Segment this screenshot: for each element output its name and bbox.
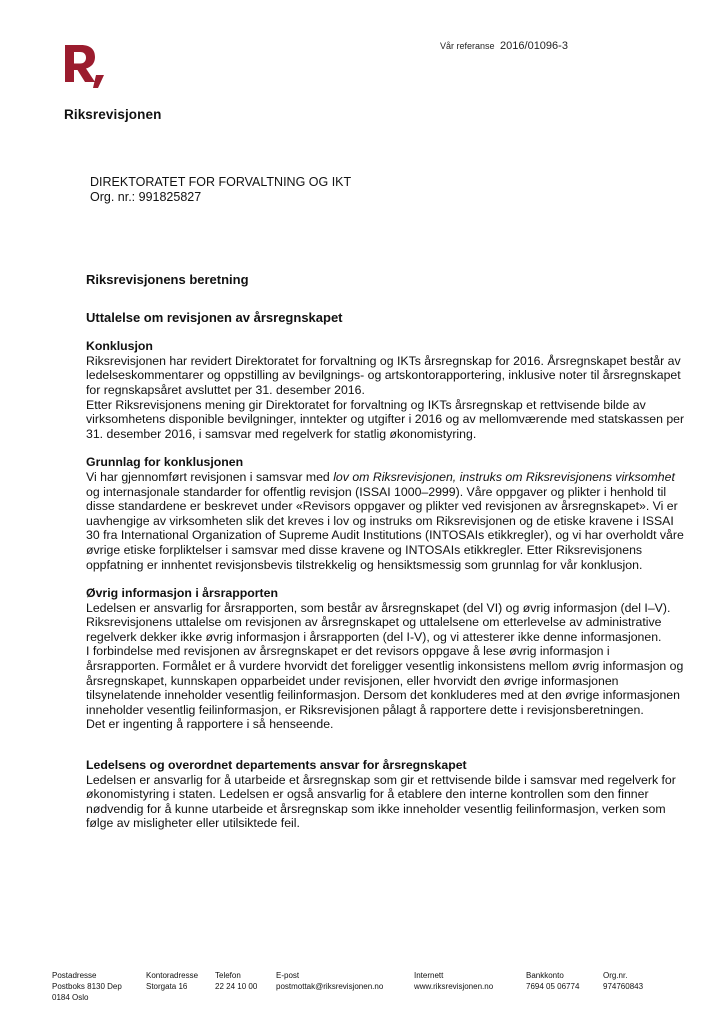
logo-r-mark-icon — [64, 44, 106, 90]
footer-label: Telefon — [215, 971, 241, 980]
reference-line — [440, 40, 568, 52]
footer-kontoradresse — [146, 970, 198, 992]
recipient-name: DIREKTORATET FOR FORVALTNING OG IKT — [90, 175, 352, 189]
footer-website-link[interactable]: www.riksrevisjonen.no — [414, 982, 494, 991]
grunnlag-paragraph — [86, 470, 686, 572]
footer-internett — [414, 970, 493, 992]
page-footer — [52, 970, 672, 1010]
footer-telefon — [215, 970, 257, 992]
ovrig-paragraph-3: Det er ingenting å rapportere i så henseende. — [86, 717, 334, 732]
grunnlag-text-before: Vi har gjennomført revisjonen i samsvar med — [86, 469, 334, 484]
footer-value: 0184 Oslo — [52, 993, 89, 1002]
ovrig-paragraph-1: Ledelsen er ansvarlig for årsrapporten, som består av årsregnskapet (del VI) og øvrig informasjon (del I–V). Riksrevisjonens uttalelse om revisjonen av årsregnskapet og uttalelsene om etterlevelse av administrative regelverk dekker ikke øvrig informasjon i årsrapporten (del I-V), og vi attesterer ikke denne informasjonen. — [86, 600, 671, 644]
footer-value: 22 24 10 00 — [215, 982, 258, 991]
footer-label: Postadresse — [52, 971, 97, 980]
footer-label: Org.nr. — [603, 971, 628, 980]
footer-value: Postboks 8130 Dep — [52, 982, 122, 991]
konklusjon-paragraph-1: Riksrevisjonen har revidert Direktoratet for forvaltning og IKTs årsregnskap for 2016. Årsregnskapet består av ledelseskommentarer og oppstilling av bevilgnings- og artskontorapportering, inklusive noter til årsregnskapet for regnskapsåret avsluttet per 31. desember 2016. — [86, 353, 681, 397]
document-body — [86, 273, 686, 831]
section-heading-ledelsen: Ledelsens og overordnet departements ansvar for årsregnskapet — [86, 758, 467, 773]
footer-email-link[interactable]: postmottak@riksrevisjonen.no — [276, 982, 384, 991]
reference-number: 2016/01096-3 — [500, 40, 568, 52]
footer-epost — [276, 970, 383, 992]
grunnlag-text-after: og internasjonale standarder for offentlig revisjon (ISSAI 1000–2999). Våre oppgaver og plikter i henhold til disse standardene er beskrevet under «Revisors oppgaver og plikter ved revisjonen av årsregnskapet». Vi er uavhengige av virksomheten slik det kreves i lov og instruks om Riksrevisjonen og de etiske kravene i ISSAI 30 fra International Organization of Supreme Audit Institutions (INTOSAIs etikkregler), og vi har overholdt våre øvrige etiske forpliktelser i samsvar med disse kravene og INTOSAIs etikkregler. Etter Riksrevisjonens oppfatning er innhentet revisjonsbevis tilstrekkelig og hensiktsmessig som grunnlag for vår konklusjon. — [86, 484, 684, 572]
footer-label: E-post — [276, 971, 300, 980]
footer-postadresse — [52, 970, 122, 1003]
footer-label: Bankkonto — [526, 971, 564, 980]
footer-value: Storgata 16 — [146, 982, 188, 991]
document-title: Riksrevisjonens beretning — [86, 272, 249, 287]
section-heading-konklusjon: Konklusjon — [86, 339, 153, 354]
logo-wordmark: Riksrevisjonen — [64, 107, 162, 122]
section-heading-grunnlag: Grunnlag for konklusjonen — [86, 455, 244, 470]
footer-value: 7694 05 06774 — [526, 982, 580, 991]
document-subtitle: Uttalelse om revisjonen av årsregnskapet — [86, 309, 343, 325]
konklusjon-paragraph-2: Etter Riksrevisjonens mening gir Direktoratet for forvaltning og IKTs årsregnskap et rettvisende bilde av virksomhetens disponible bevilgninger, inntekter og utgifter i 2016 og av mellomværende med statskassen per 31. desember 2016, i samsvar med regelverk for statlig økonomistyring. — [86, 397, 685, 441]
grunnlag-law-reference: lov om Riksrevisjonen, instruks om Riksrevisjonens virksomhet — [333, 469, 675, 484]
footer-bankkonto — [526, 970, 579, 992]
footer-label: Kontoradresse — [146, 971, 199, 980]
ledelsen-paragraph-1: Ledelsen er ansvarlig for å utarbeide et årsregnskap som gir et rettvisende bilde i samsvar med regelverk for økonomistyring i staten. Ledelsen er også ansvarlig for å etablere den interne kontrollen som den finner nødvendig for å kunne utarbeide et årsregnskap som ikke inneholder vesentlig feilinformasjon, verken som følge av misligheter eller utilsiktede feil. — [86, 772, 676, 831]
riksrevisjonen-logo — [64, 44, 184, 124]
footer-label: Internett — [414, 971, 444, 980]
reference-label: Vår referanse — [440, 41, 495, 51]
section-heading-ovrig: Øvrig informasjon i årsrapporten — [86, 586, 279, 601]
ovrig-paragraph-2: I forbindelse med revisjonen av årsregnskapet er det revisors oppgave å lese øvrig informasjon i årsrapporten. Formålet er å vurdere hvorvidt det foreligger vesentlig inkonsistens mellom øvrig informasjon og årsregnskapet, kunnskapen opparbeidet under revisjonen, eller hvorvidt den øvrige informasjonen tilsynelatende inneholder vesentlig feilinformasjon. Dersom det konkluderes med at den øvrige informasjonen inneholder vesentlig feilinformasjon, er Riksrevisjonen pålagt å rapportere dette i revisjonsberetningen. — [86, 644, 684, 717]
recipient-block — [90, 175, 351, 205]
recipient-org-nr: Org. nr.: 991825827 — [90, 190, 202, 204]
footer-orgnr — [603, 970, 643, 992]
footer-value: 974760843 — [603, 982, 644, 991]
